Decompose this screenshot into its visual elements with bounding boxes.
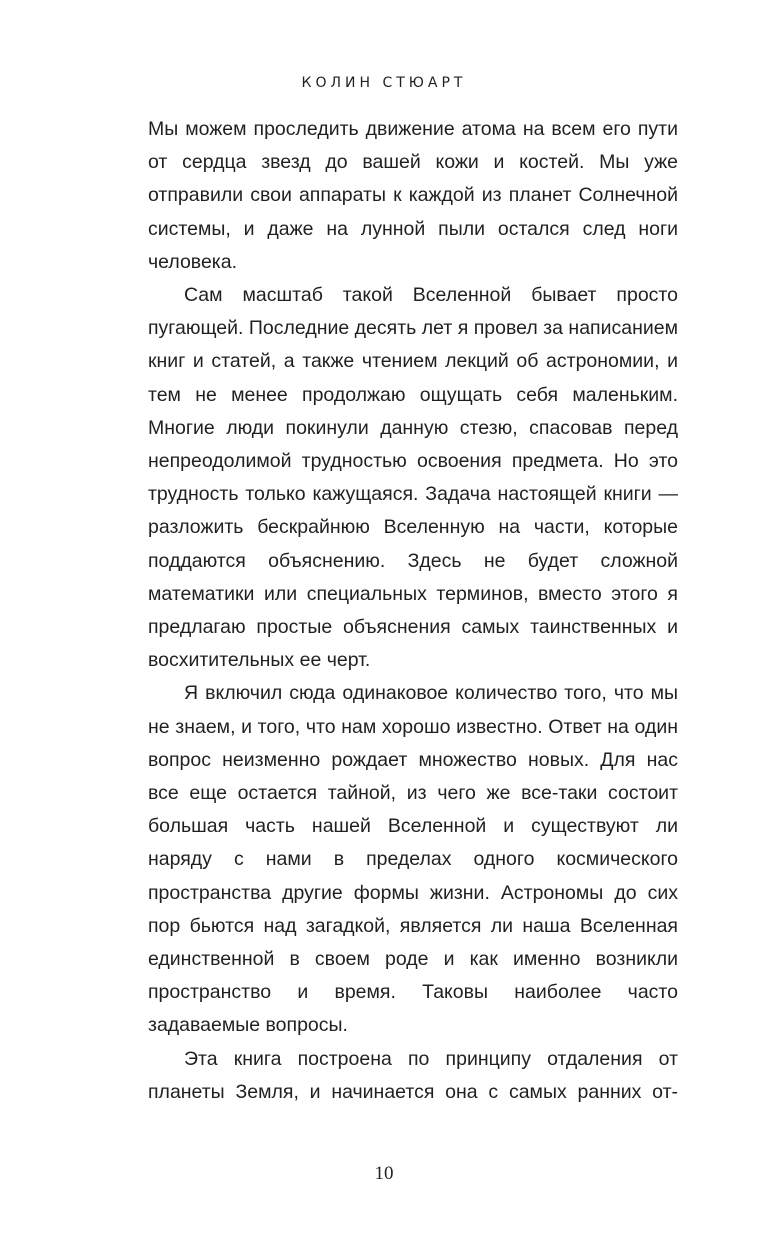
- page-number: 10: [374, 1163, 394, 1184]
- body-text: [148, 113, 678, 1109]
- paragraph-3: Я включил сюда одинаковое количество того, что мы не знаем, и того, что нам хорошо известно. Ответ на один вопрос неизменно рождает множество новых. Для нас все еще остается тайной, из чего же все-таки состоит большая часть нашей Вселенной и существуют ли наряду с нами в пределах одного космического пространства другие формы жизни. Астрономы до сих пор бьются над загадкой, является ли наша Вселенная единственной в своем роде и как именно возникли пространство и время. Таковы наиболее часто задаваемые вопросы.: [148, 682, 678, 1037]
- paragraph-2: Сам масштаб такой Вселенной бывает просто пугающей. Последние десять лет я провел за написанием книг и статей, а также чтением лекций об астрономии, и тем не менее продолжаю ощущать себя маленьким. Многие люди покинули данную стезю, спасовав перед непреодолимой трудностью освоения предмета. Но это трудность только кажущаяся. Задача настоящей книги — разложить бескрайнюю Вселенную на части, которые поддаются объяснению. Здесь не будет сложной математики или специальных терминов, вместо этого я предлагаю простые объяснения самых таинственных и восхитительных ее черт.: [148, 284, 678, 672]
- paragraph-4: Эта книга построена по принципу отдаления от планеты Земля, и начинается она с самых ранних от-: [148, 1047, 678, 1103]
- paragraph-1: Мы можем проследить движение атома на всем его пути от сердца звезд до вашей кожи и костей. Мы уже отправили свои аппараты к каждой из планет Солнечной системы, и даже на лунной пыли остался след ноги человека.: [148, 118, 678, 273]
- running-head: КОЛИН СТЮАРТ: [301, 75, 467, 91]
